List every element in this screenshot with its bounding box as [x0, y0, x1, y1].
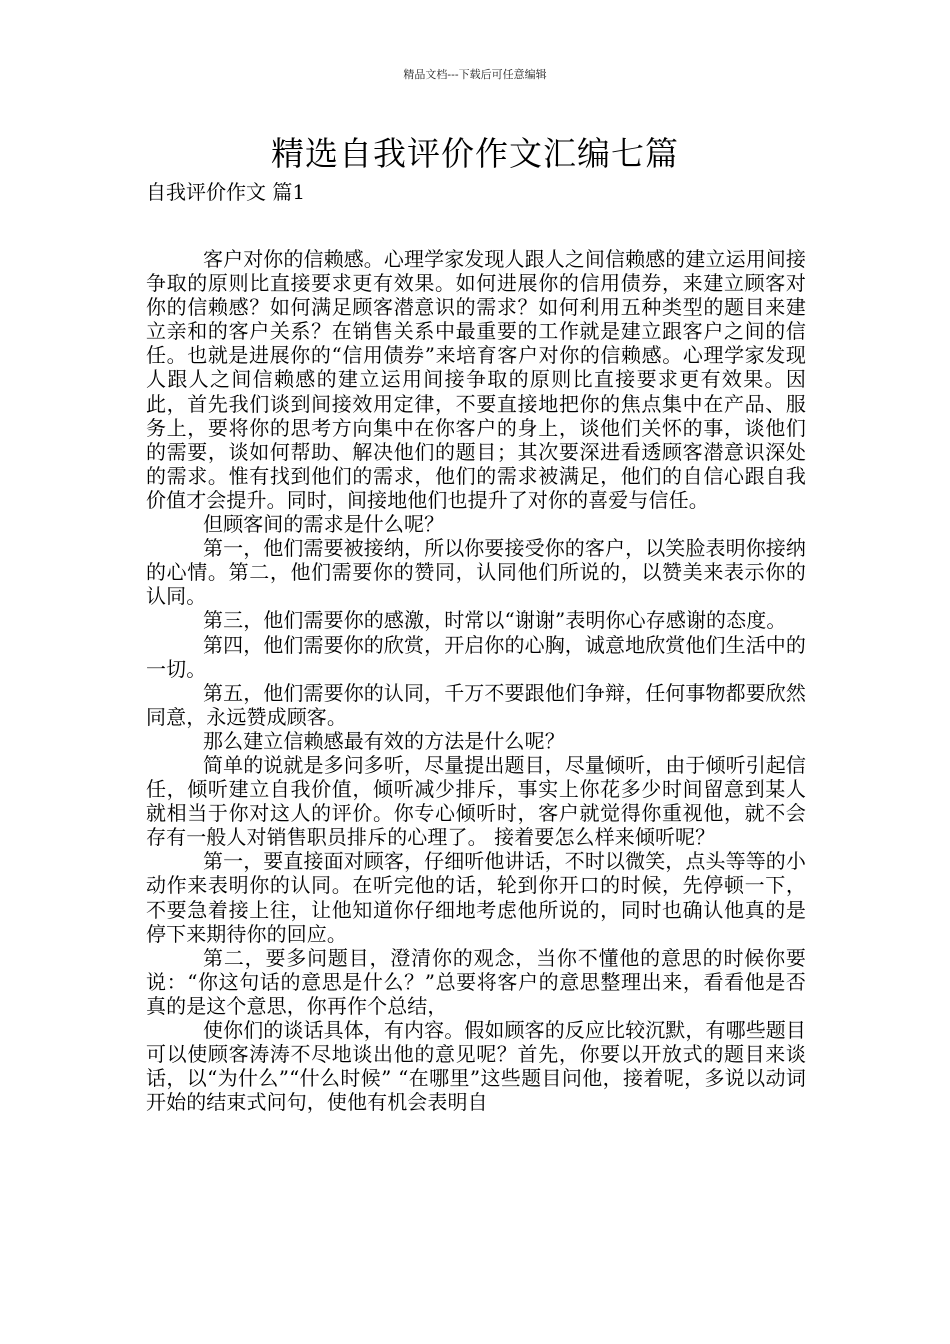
- paragraph: 第五，他们需要你的认同，千万不要跟他们争辩，任何事物都要欣然同意，永远赞成顾客。: [146, 680, 806, 729]
- paragraph: 第三，他们需要你的感激，时常以“谢谢”表明你心存感谢的态度。: [203, 608, 787, 633]
- paragraph: 那么建立信赖感最有效的方法是什么呢？: [203, 728, 565, 753]
- paragraph: 第四，他们需要你的欣赏，开启你的心胸，诚意地欣赏他们生活中的一切。: [146, 632, 806, 681]
- body-text: [146, 247, 806, 1114]
- paragraph: 客户对你的信赖感。心理学家发现人跟人之间信赖感的建立运用间接争取的原则比直接要求更有效果。如何进展你的信用债券，来建立顾客对你的信赖感？如何满足顾客潜意识的需求？如何利用五种类型的题目来建立亲和的客户关系？在销售关系中最重要的工作就是建立跟客户之间的信任。也就是进展你的“信用债券”来培育客户对你的信赖感。心理学家发现人跟人之间信赖感的建立运用间接争取的原则比直接要求更有效果。因此，首先我们谈到间接效用定律，不要直接地把你的焦点集中在产品、服务上，要将你的思考方向集中在你客户的身上，谈他们关怀的事，谈他们的需要，谈如何帮助、解决他们的题目；其次要深进看透顾客潜意识深处的需求。惟有找到他们的需求，他们的需求被满足，他们的自信心跟自我价值才会提升。同时，间接地他们也提升了对你的喜爱与信任。: [146, 247, 806, 512]
- paragraph: 简单的说就是多问多听，尽量提出题目，尽量倾听，由于倾听引起信任，倾听建立自我价值，倾听减少排斥，事实上你花多少时间留意到某人就相当于你对这人的评价。你专心倾听时，客户就觉得你重视他，就不会存有一般人对销售职员排斥的心理了。 接着要怎么样来倾听呢？: [146, 752, 806, 850]
- header-note: 精品文档---下载后可任意编辑: [403, 68, 547, 81]
- paragraph: 但顾客间的需求是什么呢？: [203, 512, 445, 537]
- paragraph: 第一，他们需要被接纳，所以你要接受你的客户，以笑脸表明你接纳的心情。第二，他们需要你的赞同，认同他们所说的，以赞美来表示你的认同。: [146, 536, 806, 609]
- section-heading: 自我评价作文 篇1: [146, 180, 306, 204]
- document-title: 精选自我评价作文汇编七篇: [271, 134, 679, 173]
- paragraph: 第一，要直接面对顾客，仔细听他讲话，不时以微笑，点头等等的小动作来表明你的认同。在听完他的话，轮到你开口的时候，先停顿一下，不要急着接上往，让他知道你仔细地考虑他所说的，同时也确认他真的是停下来期待你的回应。: [146, 849, 806, 946]
- paragraph: 使你们的谈话具体，有内容。假如顾客的反应比较沉默，有哪些题目可以使顾客涛涛不尽地谈出他的意见呢？首先，你要以开放式的题目来谈话，以“为什么”“什么时候” “在哪里”这些题目问他，接着呢，多说以动词开始的结束式问句，使他有机会表明自: [146, 1018, 806, 1115]
- paragraph: 第二，要多问题目，澄清你的观念，当你不懂他的意思的时候你要说：“你这句话的意思是什么？”总要将客户的意思整理出来，看看他是否真的是这个意思，你再作个总结，: [146, 945, 806, 1018]
